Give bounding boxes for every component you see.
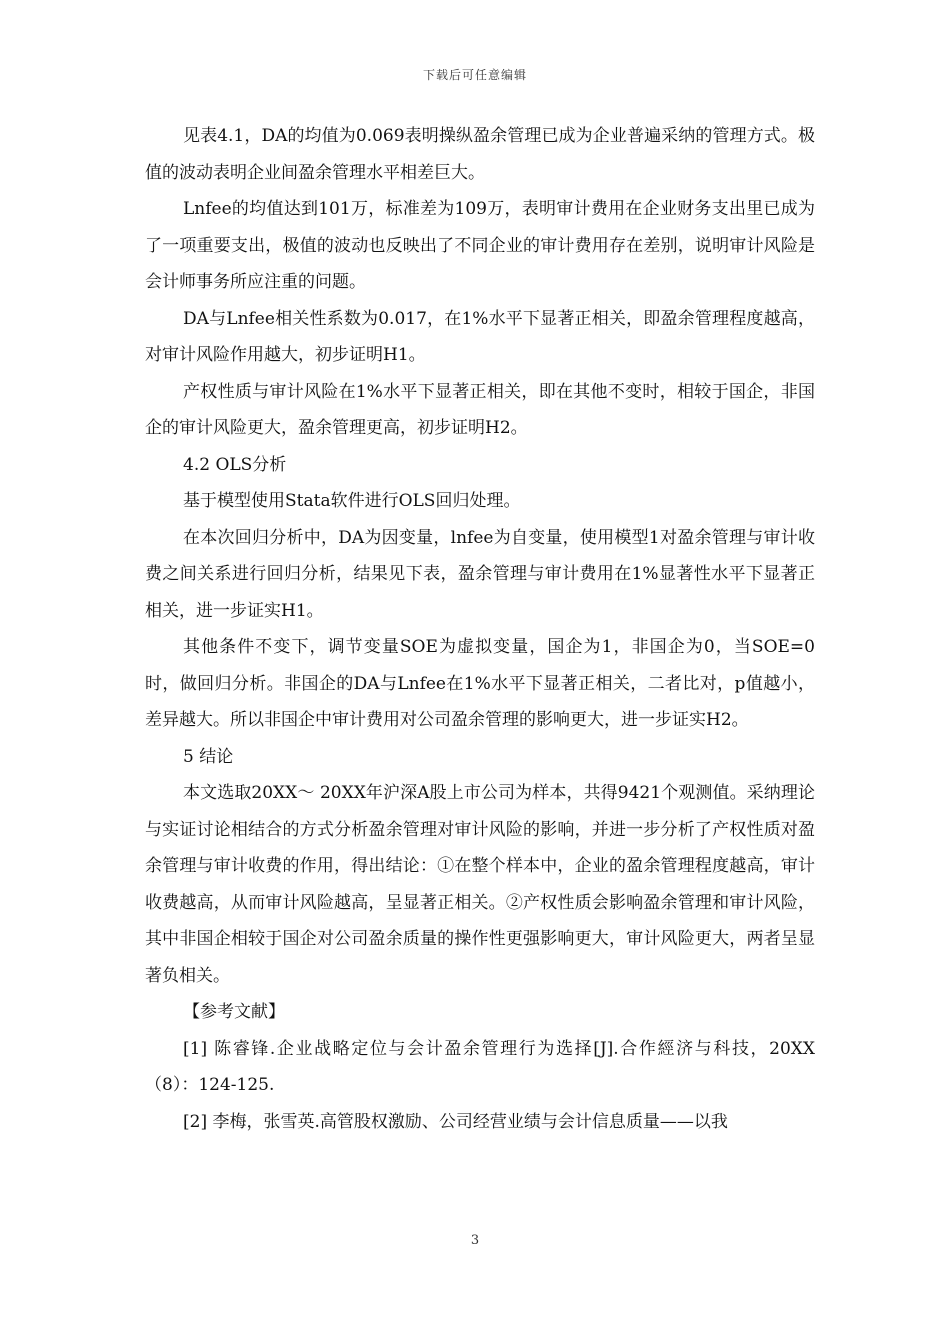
paragraph-ols-soe: 其他条件不变下，调节变量SOE为虚拟变量，国企为1，非国企为0，当SOE=0时，做回归分析。非国企的DA与Lnfee在1%水平下显著正相关，二者比对，p值越小，差异越大。所以非国企中审计费用对公司盈余管理的影响更大，进一步证实H2。 <box>145 637 815 730</box>
paragraph-ols-intro: 基于模型使用Stata软件进行OLS回归处理。 <box>183 491 521 511</box>
paragraph-descriptive-stats-da: 见表4.1，DA的均值为0.069表明操纵盈余管理已成为企业普遍采纳的管理方式。极值的波动表明企业间盈余管理水平相差巨大。 <box>145 126 815 183</box>
document-body <box>145 118 815 1140</box>
reference-item-2: [2] 李梅，张雪英.高管股权激励、公司经营业绩与会计信息质量——以我 <box>183 1111 728 1132</box>
reference-item-1: [1] 陈睿锋.企业战略定位与会计盈余管理行为选择[J].合作經济与科技，20XX（8）：124-125. <box>145 1038 815 1095</box>
page-number: 3 <box>470 1233 480 1248</box>
paragraph-conclusion: 本文选取20XX～ 20XX年沪深A股上市公司为样本，共得9421个观测值。采纳理论与实证讨论相结合的方式分析盈余管理对审计风险的影响，并进一步分析了产权性质对盈余管理与审计收费的作用，得出结论：①在整个样本中，企业的盈余管理程度越高，审计收费越高，从而审计风险越高，呈显著正相关。②产权性质会影响盈余管理和审计风险，其中非国企相较于国企对公司盈余质量的操作性更强影响更大，审计风险更大，两者呈显著负相关。 <box>145 783 815 986</box>
paragraph-ownership-correlation: 产权性质与审计风险在1%水平下显著正相关，即在其他不变时，相较于国企，非国企的审计风险更大，盈余管理更高，初步证明H2。 <box>145 381 815 438</box>
paragraph-correlation-da-lnfee: DA与Lnfee相关性系数为0.017，在1%水平下显著正相关，即盈余管理程度越高，对审计风险作用越大，初步证明H1。 <box>145 308 815 365</box>
section-heading-conclusion: 5 结论 <box>183 746 234 767</box>
references-heading: 【参考文献】 <box>183 1002 285 1022</box>
page-header: 下载后可任意编辑 <box>422 68 527 82</box>
paragraph-descriptive-stats-lnfee: Lnfee的均值达到101万，标准差为109万，表明审计费用在企业财务支出里已成为了一项重要支出，极值的波动也反映出了不同企业的审计费用存在差别，说明审计风险是会计师事务所应注重的问题。 <box>145 199 815 292</box>
section-heading-ols: 4.2 OLS分析 <box>183 454 287 475</box>
paragraph-ols-regression: 在本次回归分析中，DA为因变量，lnfee为自变量，使用模型1对盈余管理与审计收费之间关系进行回归分析，结果见下表，盈余管理与审计费用在1%显著性水平下显著正相关，进一步证实H1。 <box>145 527 815 621</box>
